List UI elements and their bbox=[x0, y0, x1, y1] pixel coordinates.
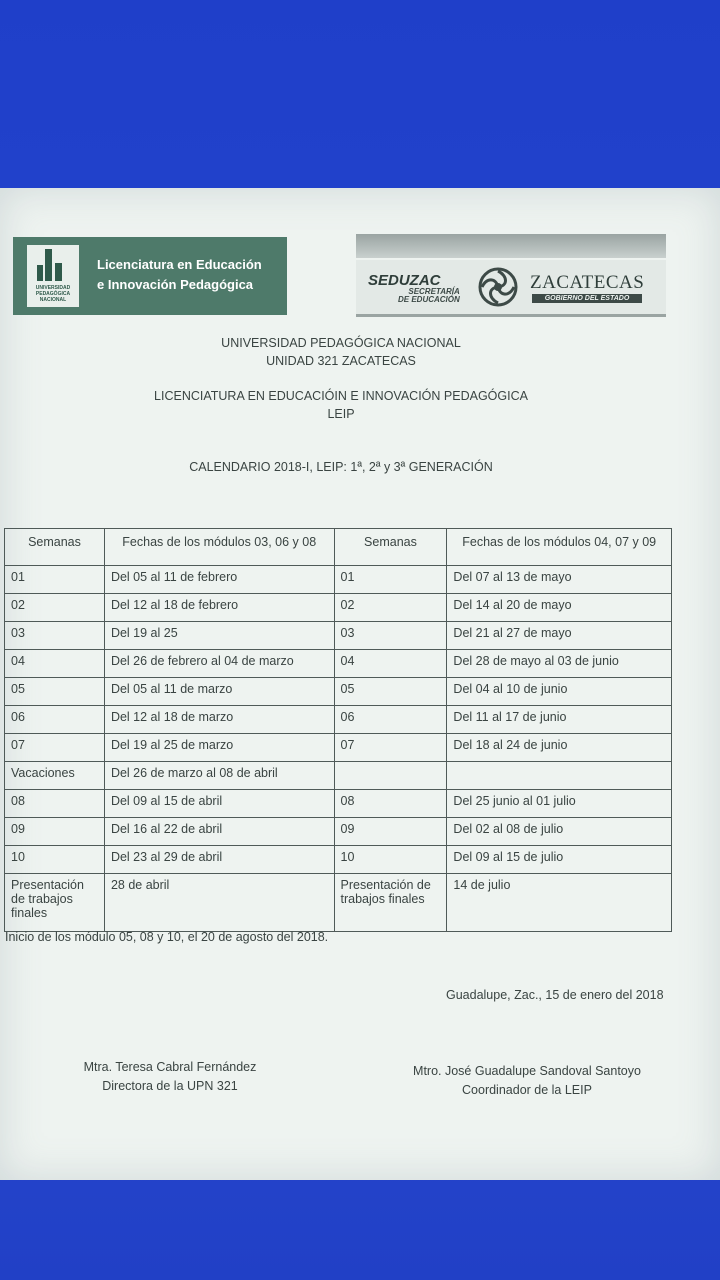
program-acronym: LEIP bbox=[327, 407, 355, 421]
date-cell: Del 19 al 25 bbox=[104, 622, 334, 650]
date-cell: Del 04 al 10 de junio bbox=[447, 678, 672, 706]
signature-right-name: Mtro. José Guadalupe Sandoval Santoyo bbox=[413, 1064, 641, 1078]
leip-logo-title bbox=[97, 255, 262, 295]
week-cell: 08 bbox=[334, 790, 447, 818]
date-cell: Del 14 al 20 de mayo bbox=[447, 594, 672, 622]
place-date: Guadalupe, Zac., 15 de enero del 2018 bbox=[446, 988, 664, 1002]
seduzac-sub1: SECRETARÍA bbox=[408, 287, 460, 296]
start-note: Inicio de los módulo 05, 08 y 10, el 20 de agosto del 2018. bbox=[5, 930, 329, 944]
table-row bbox=[5, 678, 672, 706]
calendar-table bbox=[4, 528, 672, 932]
week-cell: 01 bbox=[334, 566, 447, 594]
zacatecas-swirl-icon bbox=[474, 266, 522, 308]
leip-logo-line2: e Innovación Pedagógica bbox=[97, 277, 254, 292]
zacatecas-wordmark: ZACATECAS bbox=[530, 272, 645, 293]
leip-logo-banner bbox=[13, 237, 287, 315]
week-cell: 07 bbox=[334, 734, 447, 762]
date-cell: Del 21 al 27 de mayo bbox=[447, 622, 672, 650]
week-cell: 08 bbox=[5, 790, 105, 818]
date-cell: Del 05 al 11 de marzo bbox=[104, 678, 334, 706]
week-cell: 09 bbox=[334, 818, 447, 846]
week-cell: 07 bbox=[5, 734, 105, 762]
date-cell: 28 de abril bbox=[104, 874, 334, 932]
week-cell: 02 bbox=[5, 594, 105, 622]
table-row bbox=[5, 622, 672, 650]
upn-logo-text: UNIVERSIDAD PEDAGÓGICA NACIONAL bbox=[35, 285, 71, 303]
header-weeks-2: Semanas bbox=[334, 529, 447, 566]
table-header-row bbox=[5, 529, 672, 566]
week-cell: Presentación de trabajos finales bbox=[334, 874, 447, 932]
week-cell: 09 bbox=[5, 818, 105, 846]
date-cell: Del 05 al 11 de febrero bbox=[104, 566, 334, 594]
header-dates-2: Fechas de los módulos 04, 07 y 09 bbox=[447, 529, 672, 566]
table-row bbox=[5, 874, 672, 932]
date-cell: Del 09 al 15 de julio bbox=[447, 846, 672, 874]
table-row bbox=[5, 706, 672, 734]
date-cell: Del 23 al 29 de abril bbox=[104, 846, 334, 874]
date-cell: Del 12 al 18 de febrero bbox=[104, 594, 334, 622]
date-cell: Del 26 de marzo al 08 de abril bbox=[104, 762, 334, 790]
calendar-title: CALENDARIO 2018-I, LEIP: 1ª, 2ª y 3ª GENERACIÓN bbox=[189, 460, 493, 474]
week-cell: Vacaciones bbox=[5, 762, 105, 790]
date-cell: Del 09 al 15 de abril bbox=[104, 790, 334, 818]
signature-left-role: Directora de la UPN 321 bbox=[102, 1079, 238, 1093]
signature-left-name: Mtra. Teresa Cabral Fernández bbox=[83, 1060, 257, 1074]
zacatecas-subtitle: GOBIERNO DEL ESTADO bbox=[532, 294, 642, 303]
date-cell: Del 16 al 22 de abril bbox=[104, 818, 334, 846]
seduzac-subtitle bbox=[398, 288, 460, 304]
document-page bbox=[0, 188, 720, 1180]
seduzac-wordmark: SEDUZAC bbox=[368, 272, 441, 289]
signature-right bbox=[396, 1062, 658, 1100]
seduzac-sub2: DE EDUCACIÓN bbox=[398, 295, 460, 304]
leip-logo-line1: Licenciatura en Educación bbox=[97, 257, 262, 272]
week-cell: 06 bbox=[334, 706, 447, 734]
date-cell: Del 19 al 25 de marzo bbox=[104, 734, 334, 762]
week-cell: 03 bbox=[334, 622, 447, 650]
date-cell: Del 12 al 18 de marzo bbox=[104, 706, 334, 734]
university-name: UNIVERSIDAD PEDAGÓGICA NACIONAL bbox=[221, 336, 461, 350]
logo-gray-band bbox=[356, 234, 666, 258]
week-cell: 10 bbox=[5, 846, 105, 874]
week-cell: 10 bbox=[334, 846, 447, 874]
header-weeks-1: Semanas bbox=[5, 529, 105, 566]
week-cell: 05 bbox=[5, 678, 105, 706]
table-row bbox=[5, 818, 672, 846]
table-row bbox=[5, 846, 672, 874]
table-row bbox=[5, 566, 672, 594]
week-cell: 04 bbox=[5, 650, 105, 678]
week-cell: 04 bbox=[334, 650, 447, 678]
week-cell bbox=[334, 762, 447, 790]
date-cell: Del 25 junio al 01 julio bbox=[447, 790, 672, 818]
date-cell: Del 07 al 13 de mayo bbox=[447, 566, 672, 594]
date-cell: Del 02 al 08 de julio bbox=[447, 818, 672, 846]
week-cell: 02 bbox=[334, 594, 447, 622]
program-name: LICENCIATURA EN EDUCACIÓIN E INNOVACIÓN PEDAGÓGICA bbox=[154, 389, 528, 403]
unit-name: UNIDAD 321 ZACATECAS bbox=[266, 354, 416, 368]
week-cell: 01 bbox=[5, 566, 105, 594]
table-row bbox=[5, 790, 672, 818]
date-cell: Del 18 al 24 de junio bbox=[447, 734, 672, 762]
week-cell: 06 bbox=[5, 706, 105, 734]
week-cell: 03 bbox=[5, 622, 105, 650]
date-cell: Del 28 de mayo al 03 de junio bbox=[447, 650, 672, 678]
header-dates-1: Fechas de los módulos 03, 06 y 08 bbox=[104, 529, 334, 566]
date-cell bbox=[447, 762, 672, 790]
table-row bbox=[5, 650, 672, 678]
logo-box bbox=[356, 260, 666, 317]
table-row bbox=[5, 594, 672, 622]
table-row bbox=[5, 762, 672, 790]
week-cell: 05 bbox=[334, 678, 447, 706]
signature-right-role: Coordinador de la LEIP bbox=[462, 1083, 592, 1097]
upn-logo-icon bbox=[27, 245, 79, 307]
date-cell: Del 11 al 17 de junio bbox=[447, 706, 672, 734]
date-cell: 14 de julio bbox=[447, 874, 672, 932]
table-row bbox=[5, 734, 672, 762]
date-cell: Del 26 de febrero al 04 de marzo bbox=[104, 650, 334, 678]
signature-left bbox=[60, 1058, 280, 1096]
seduzac-zacatecas-logo bbox=[356, 234, 666, 316]
week-cell: Presentación de trabajos finales bbox=[5, 874, 105, 932]
